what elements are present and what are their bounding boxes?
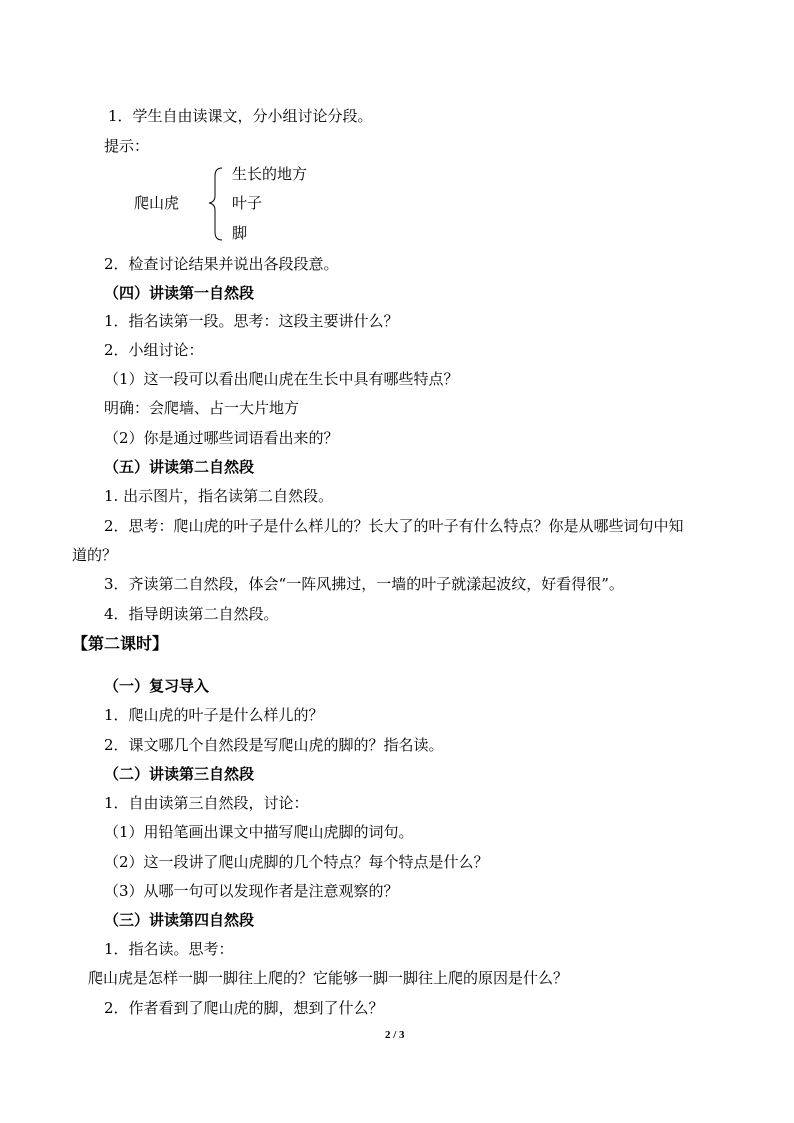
- task-3: （3）从哪一句可以发现作者是注意观察的？: [104, 882, 399, 900]
- hint-label: 提示：: [104, 137, 150, 155]
- section-heading-3: （三）讲读第四自然段: [104, 911, 255, 929]
- discussion-q1: （1）这一段可以看出爬山虎在生长中具有哪些特点？: [104, 370, 459, 388]
- task-2: （2）这一段讲了爬山虎脚的几个特点？每个特点是什么？: [104, 853, 489, 871]
- step-think: 2．思考：爬山虎的叶子是什么样儿的？长大了的叶子有什么特点？你是从哪些词句中知: [104, 517, 684, 535]
- page-number: 2 / 3: [385, 1029, 405, 1041]
- section-heading-1: （一）复习导入: [104, 677, 210, 695]
- task-1: （1）用铅笔画出课文中描写爬山虎脚的词句。: [104, 823, 414, 841]
- review-q1: 1．爬山虎的叶子是什么样儿的？: [104, 706, 324, 724]
- named-read: 1．指名读。思考：: [104, 940, 234, 958]
- group-discussion: 2．小组讨论：: [104, 341, 204, 359]
- step-think-cont: 道的？: [72, 546, 118, 564]
- tree-item-feet: 脚: [232, 224, 248, 242]
- step-read-together: 3．齐读第二自然段，体会“一阵风拂过，一墙的叶子就漾起波纹，好看得很”。: [104, 575, 624, 593]
- answer-clarify: 明确：会爬墙、占一大片地方: [104, 399, 300, 417]
- brace-icon: [204, 164, 224, 244]
- discussion-q2: （2）你是通过哪些词语看出来的？: [104, 429, 339, 447]
- tree-root: 爬山虎: [134, 194, 180, 212]
- section-heading-5: （五）讲读第二自然段: [104, 458, 255, 476]
- climb-question: 爬山虎是怎样一脚一脚往上爬的？它能够一脚一脚往上爬的原因是什么？: [88, 969, 569, 987]
- free-read: 1．自由读第三自然段，讨论：: [104, 794, 309, 812]
- section-heading-4: （四）讲读第一自然段: [104, 284, 255, 302]
- tree-item-growth-place: 生长的地方: [232, 165, 308, 183]
- tree-item-leaves: 叶子: [232, 194, 263, 212]
- section-heading-2: （二）讲读第三自然段: [104, 765, 255, 783]
- lesson-2-title: 【第二课时】: [72, 634, 169, 653]
- question-1: 1．指名读第一段。思考：这段主要讲什么？: [104, 312, 399, 330]
- step-show-pictures: 1. 出示图片，指名读第二自然段。: [104, 487, 334, 505]
- final-question: 2．作者看到了爬山虎的脚，想到了什么？: [104, 999, 384, 1017]
- review-q2: 2．课文哪几个自然段是写爬山虎的脚的？指名读。: [104, 736, 444, 754]
- step-guided-reading: 4．指导朗读第二自然段。: [104, 605, 279, 623]
- step-1: 1．学生自由读课文，分小组讨论分段。: [108, 107, 373, 125]
- step-2: 2．检查讨论结果并说出各段段意。: [104, 255, 339, 273]
